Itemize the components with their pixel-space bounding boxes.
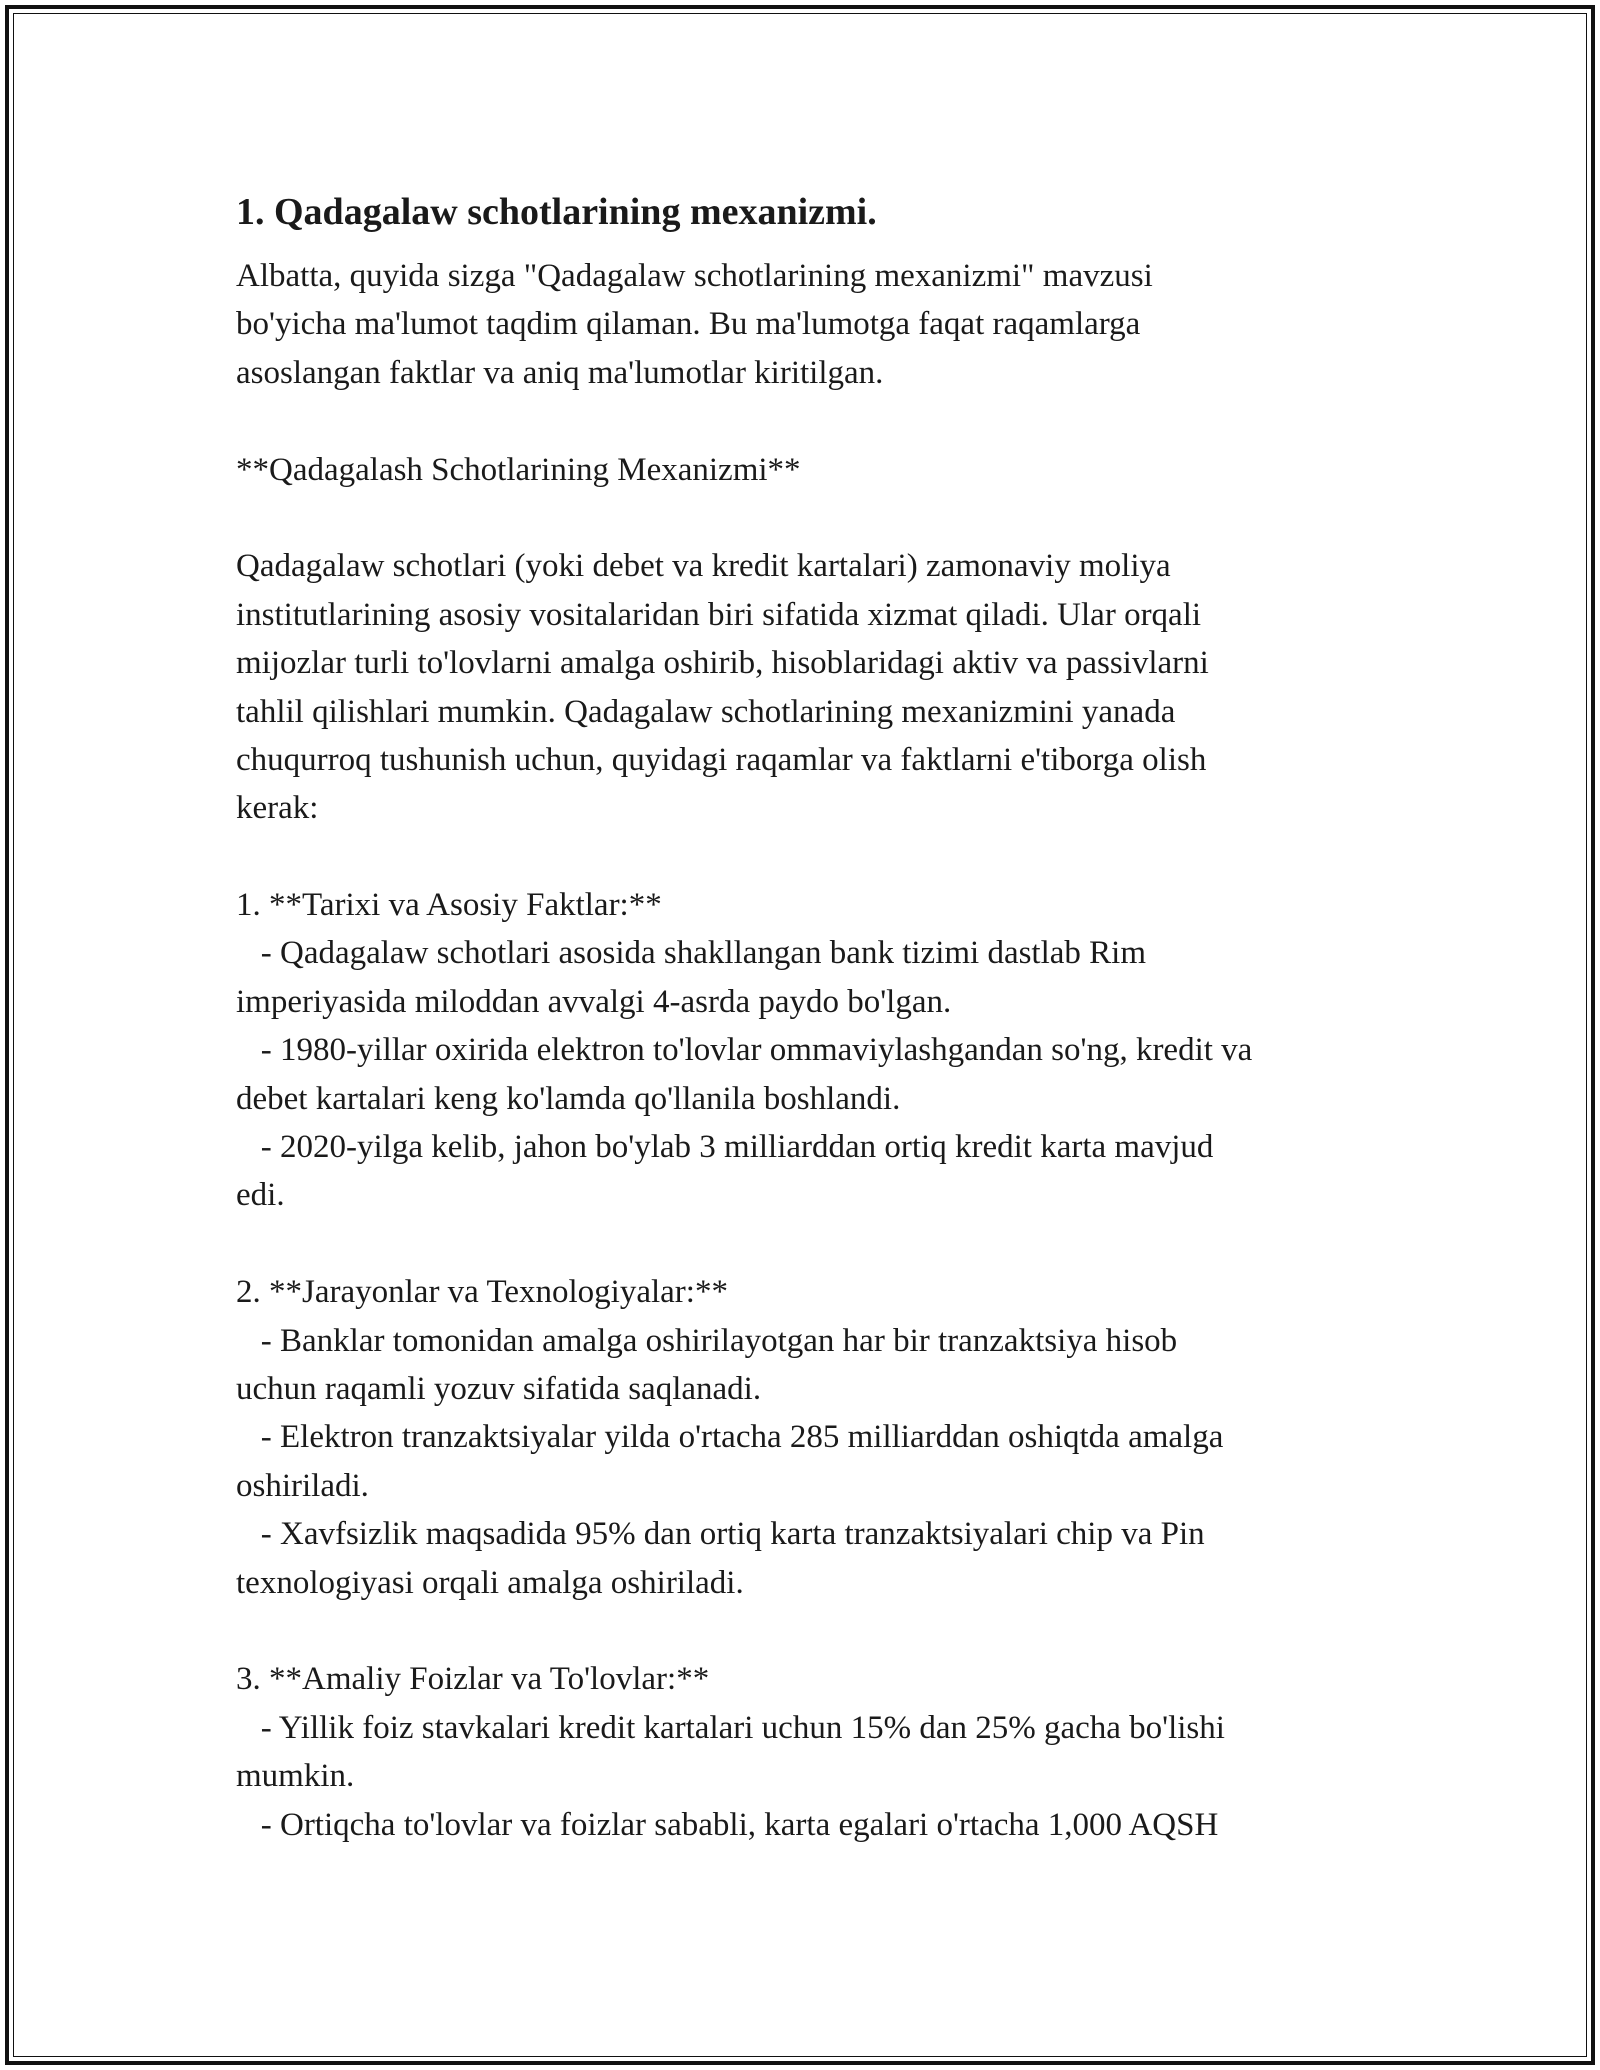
paragraph-spacer xyxy=(236,1220,1396,1268)
paragraph-spacer xyxy=(236,397,1396,445)
overview-line: chuqurroq tushunish uchun, quyidagi raqamlar va faktlarni e'tiborga olish xyxy=(236,741,1207,778)
section-line: - Yillik foiz stavkalari kredit kartalari uchun 15% dan 25% gacha bo'lishi xyxy=(236,1709,1225,1746)
section-processes xyxy=(236,1268,1396,1607)
intro-paragraph xyxy=(236,252,1396,397)
section-line: oshiriladi. xyxy=(236,1467,369,1504)
intro-line: asoslangan faktlar va aniq ma'lumotlar kiritilgan. xyxy=(236,354,884,391)
overview-paragraph xyxy=(236,542,1396,832)
overview-line: kerak: xyxy=(236,790,319,827)
overview-line: mijozlar turli to'lovlarni amalga oshirib, hisoblaridagi aktiv va passivlarni xyxy=(236,645,1209,682)
intro-line: Albatta, quyida sizga "Qadagalaw schotlarining mexanizmi" mavzusi xyxy=(236,258,1153,294)
overview-line: tahlil qilishlari mumkin. Qadagalaw schotlarining mexanizmini yanada xyxy=(236,693,1176,730)
intro-line: bo'yicha ma'lumot taqdim qilaman. Bu ma'lumotga faqat raqamlarga xyxy=(236,306,1141,343)
subheading: **Qadagalash Schotlarining Mexanizmi** xyxy=(236,451,801,488)
section-line: - 1980-yillar oxirida elektron to'lovlar ommaviylashgandan so'ng, kredit va xyxy=(236,1032,1253,1069)
paragraph-spacer xyxy=(236,833,1396,881)
section-line: - Banklar tomonidan amalga oshirilayotgan har bir tranzaktsiya hisob xyxy=(236,1322,1178,1359)
section-heading: 2. **Jarayonlar va Texnologiyalar:** xyxy=(236,1274,728,1311)
paragraph-spacer xyxy=(236,494,1396,542)
section-line: - Xavfsizlik maqsadida 95% dan ortiq karta tranzaktsiyalari chip va Pin xyxy=(236,1516,1205,1553)
section-line: texnologiyasi orqali amalga oshiriladi. xyxy=(236,1564,744,1601)
document-body xyxy=(236,180,1396,1849)
section-line: edi. xyxy=(236,1177,285,1214)
section-interest xyxy=(236,1655,1396,1849)
section-heading: 3. **Amaliy Foizlar va To'lovlar:** xyxy=(236,1661,710,1698)
section-line: uchun raqamli yozuv sifatida saqlanadi. xyxy=(236,1370,762,1407)
section-line: - Elektron tranzaktsiyalar yilda o'rtacha 285 milliarddan oshiqtda amalga xyxy=(236,1419,1224,1456)
section-history xyxy=(236,881,1396,1220)
section-heading: 1. **Tarixi va Asosiy Faktlar:** xyxy=(236,887,662,924)
overview-line: Qadagalaw schotlari (yoki debet va kredit kartalari) zamonaviy moliya xyxy=(236,548,1171,585)
section-line: - 2020-yilga kelib, jahon bo'ylab 3 milliarddan ortiq kredit karta mavjud xyxy=(236,1129,1214,1166)
overview-line: institutlarining asosiy vositalaridan biri sifatida xizmat qiladi. Ular orqali xyxy=(236,596,1202,633)
section-line: - Qadagalaw schotlari asosida shakllangan bank tizimi dastlab Rim xyxy=(236,935,1147,972)
section-line: debet kartalari keng ko'lamda qo'llanila boshlandi. xyxy=(236,1080,901,1117)
document-title: 1. Qadagalaw schotlarining mexanizmi. xyxy=(236,191,877,233)
paragraph-spacer xyxy=(236,1607,1396,1655)
section-line: mumkin. xyxy=(236,1758,355,1795)
section-line: imperiyasida miloddan avvalgi 4-asrda paydo bo'lgan. xyxy=(236,983,952,1020)
section-line: - Ortiqcha to'lovlar va foizlar sababli, karta egalari o'rtacha 1,000 AQSH xyxy=(236,1806,1219,1843)
